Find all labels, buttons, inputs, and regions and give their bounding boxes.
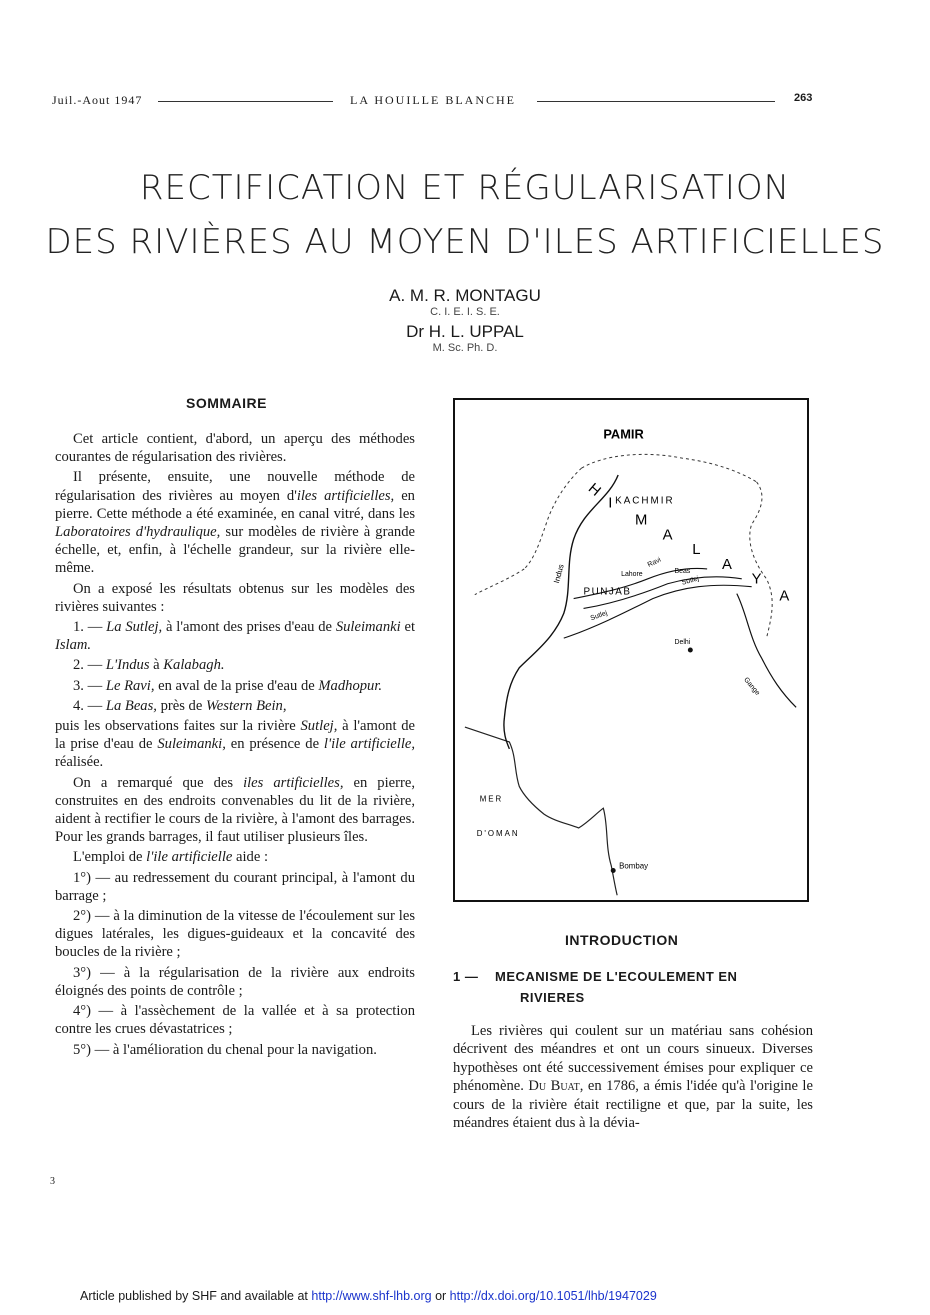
delhi-marker [688,648,693,653]
river-list-item: 4. — La Beas, près de Western Bein, [73,697,287,714]
label-kachmir: KACHMIR [615,495,675,507]
label-gange: Gange [742,676,761,697]
label-sutlej-upper: Sutlej [681,575,700,587]
journal-issue-date: Juil.-Aout 1947 [52,93,143,107]
label-himalaya-i: I [608,495,613,512]
label-beas: Beas [674,567,691,575]
label-himalaya-a2: A [721,556,732,573]
label-himalaya-l: L [692,542,701,559]
label-bombay: Bombay [619,861,649,871]
journal-title: LA HOUILLE BLANCHE [350,93,516,107]
label-himalaya-a1: A [662,527,673,544]
label-ravi: Ravi [646,556,663,569]
sommaire-paragraph: Cet article contient, d'abord, un aperçu des méthodes courantes de régularisation des rivières. [55,431,415,466]
river-list-item: 3. — Le Ravi, en aval de la prise d'eau de Madhopur. [73,677,383,694]
sommaire-heading: SOMMAIRE [186,395,267,411]
author-name: Dr H. L. UPPAL [406,322,524,341]
doi-link[interactable]: http://dx.doi.org/10.1051/lhb/1947029 [449,1289,657,1303]
author-credentials: C. I. E. I. S. E. [430,306,500,318]
sommaire-paragraph: Il présente, ensuite, une nouvelle méthode de régularisation des rivières au moyen d'iles artificielles, en pierre. Cette méthode a été examinée, en canal vitré, dans les Laboratoires d'hydraulique, sur modèles de rivière à grande échelle, et, enfin, à l'échelle grandeur, sur la rivière elle-même. [55,469,415,577]
bombay-marker [611,868,616,873]
label-punjab: PUNJAB [583,586,632,598]
ganges-river [737,594,796,708]
header-rule-right [537,101,775,102]
eastern-frontier [750,482,772,638]
label-mer: MER [479,794,504,804]
map-figure [453,398,809,902]
subsection-title-line2: RIVIERES [520,990,585,1005]
northern-frontier [582,454,757,482]
label-himalaya-h: H [584,480,604,500]
author-credentials: M. Sc. Ph. D. [432,342,498,354]
footer-text: or [431,1289,450,1303]
label-sutlej-lower: Sutlej [589,609,609,623]
label-pamir: PAMIR [603,426,644,442]
sommaire-paragraph: On a remarqué que des iles artificielles, en pierre, construites en des endroits convenables du lit de la rivière, aident à rectifier le cours de la rivière, à l'amont des barrages. Pour les grands barrages, il faut utiliser plusieurs îles. [55,774,415,846]
label-indus: Indus [552,563,566,585]
author-block-1 [300,286,630,318]
label-himalaya-m: M [634,512,648,529]
label-doman: D'OMAN [476,828,520,838]
author-name: A. M. R. MONTAGU [389,286,541,305]
benefit-item: 3°) — à la régularisation de la rivière aux endroits éloignés des points de contrôle ; [55,964,415,999]
article-title-line1: RECTIFICATION ET RÉGULARISATION [139,168,791,208]
label-delhi: Delhi [674,639,691,647]
sommaire-paragraph: L'emploi de l'ile artificielle aide : [73,849,269,866]
sommaire-paragraph: puis les observations faites sur la rivière Sutlej, à l'amont de la prise d'eau de Suleimanki, en présence de l'ile artificielle, réalisée. [55,718,416,771]
header-rule-left [158,101,333,102]
benefit-item: 4°) — à l'assèchement de la vallée et à sa protection contre les crues dévastatrices ; [55,1003,415,1038]
page-mark: 3 [50,1176,55,1187]
sommaire-paragraph: On a exposé les résultats obtenus sur les modèles des rivières suivantes : [55,580,415,615]
benefit-item: 2°) — à la diminution de la vitesse de l'écoulement sur les digues latérales, les digues-guideaux et la concavité des boucles de la rivière ; [55,908,415,961]
shf-link[interactable]: http://www.shf-lhb.org [311,1289,432,1303]
benefit-item: 5°) — à l'amélioration du chenal pour la navigation. [73,1041,377,1058]
map-svg [455,400,807,900]
benefit-item: 1°) — au redressement du courant principal, à l'amont du barrage ; [55,869,415,904]
publication-footer [80,1289,657,1303]
western-frontier [524,468,581,569]
article-title-line2: DES RIVIÈRES AU MOYEN D'ILES ARTIFICIELLES [45,222,885,262]
river-list-item: 1. — La Sutlej, à l'amont des prises d'eau de Suleimanki et Islam. [55,619,416,654]
sommaire-body [55,430,415,1061]
subsection-number: 1 — [453,969,479,984]
introduction-paragraph: Les rivières qui coulent sur un matériau sans cohésion décrivent des méandres et ont un cours sinueux. Diverses hypothèses ont été successivement émises pour expliquer ce phénomène. Du Buat, en 1786, a émis l'idée qu'à l'origine le cours de la rivière était rectiligne et que, par la suite, les méandres étaient dus à la dévia- [453,1023,813,1132]
page-number: 263 [794,92,813,104]
subsection-title-line1: MECANISME DE L'ECOULEMENT EN [495,969,738,984]
label-himalaya-y: Y [751,571,762,588]
afghan-frontier [475,569,524,595]
introduction-heading: INTRODUCTION [565,932,679,948]
label-himalaya-a3: A [779,588,790,605]
coastline [465,727,617,895]
footer-text: Article published by SHF and available at [80,1289,312,1303]
label-lahore: Lahore [621,570,643,578]
author-block-2 [300,322,630,354]
river-list-item: 2. — L'Indus à Kalabagh. [73,657,225,674]
